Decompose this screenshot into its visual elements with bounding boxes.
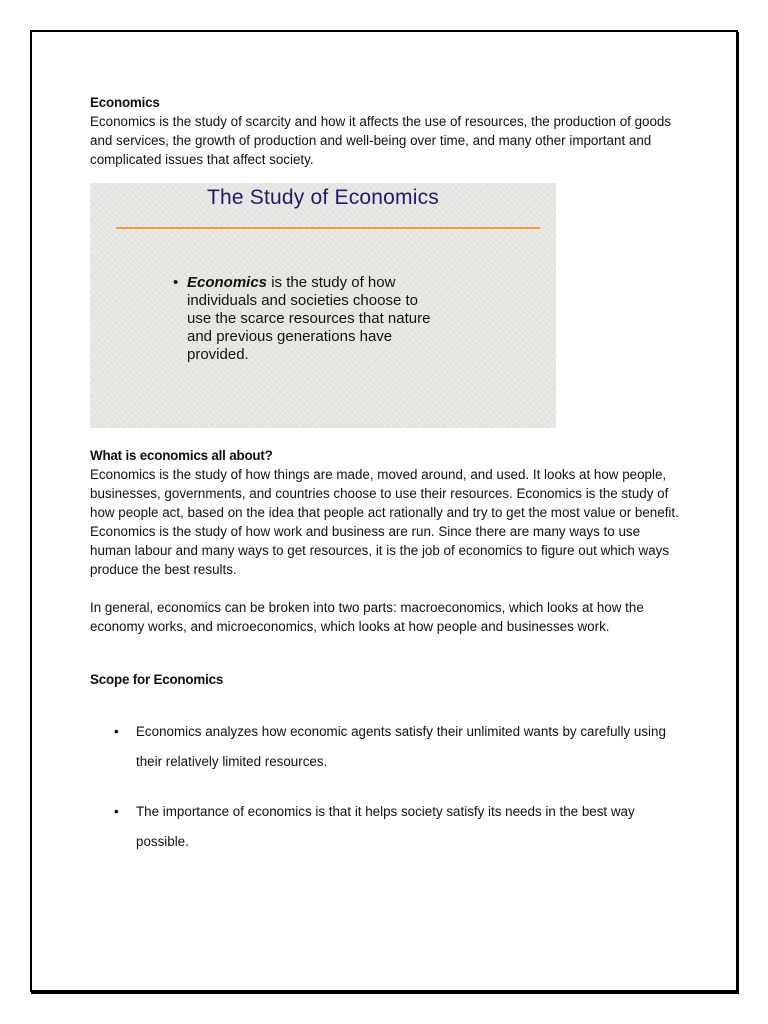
slide-image bbox=[90, 183, 556, 428]
slide-bullet-rest: is the study of how individuals and societies choose to use the scarce resources that nature and previous generations have provided. bbox=[187, 274, 431, 363]
list-item-text: Economics analyzes how economic agents satisfy their unlimited wants by carefully using their relatively limited resources. bbox=[136, 724, 666, 769]
heading-economics: Economics bbox=[90, 95, 160, 110]
paragraph-two-parts: In general, economics can be broken into two parts: macroeconomics, which looks at how the economy works, and microeconomics, which looks at how people and businesses work. bbox=[90, 600, 644, 634]
slide-bullet-term: Economics bbox=[187, 274, 268, 291]
slide-bullet bbox=[173, 274, 437, 364]
slide-bullet-text bbox=[187, 274, 437, 364]
bullet-icon: • bbox=[114, 724, 119, 739]
list-item bbox=[90, 717, 681, 777]
bullet-icon: • bbox=[173, 274, 179, 291]
paragraph-what-is-economics: Economics is the study of how things are made, moved around, and used. It looks at how people, businesses, governments, and countries choose to use their resources. Economics is the study of how people act, based on the idea that people act rationally and try to get the most value or benefit. Economics is the study of how work and business are run. Since there are many ways to use human labour and many ways to get resources, it is the job of economics to figure out which ways produce the best results. bbox=[90, 467, 679, 577]
bullet-icon: • bbox=[114, 804, 119, 819]
heading-what-is-economics: What is economics all about? bbox=[90, 448, 273, 463]
slide-title: The Study of Economics bbox=[206, 186, 439, 209]
list-item-text: The importance of economics is that it helps society satisfy its needs in the best way possible. bbox=[136, 804, 635, 849]
heading-scope: Scope for Economics bbox=[90, 672, 224, 687]
list-item bbox=[90, 797, 681, 857]
scope-list bbox=[90, 717, 680, 857]
document-body bbox=[90, 93, 680, 877]
slide-divider bbox=[116, 227, 540, 229]
paragraph-economics-definition: Economics is the study of scarcity and how it affects the use of resources, the production of goods and services, the growth of production and well-being over time, and many other important and complicated issues that affect society. bbox=[90, 114, 672, 167]
